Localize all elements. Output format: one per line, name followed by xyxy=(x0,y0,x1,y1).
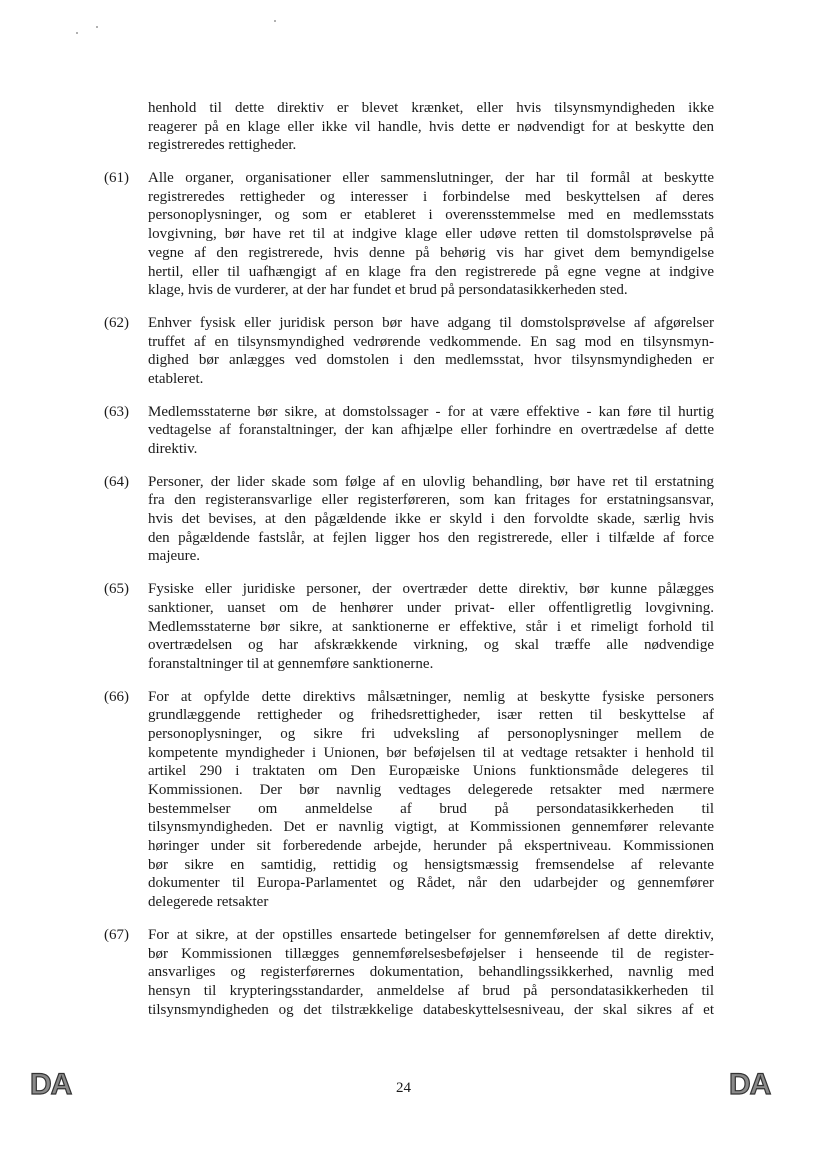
text-line: vegne af den registrerede, hvis denne på behørig vis har givet dem bemyndigelse xyxy=(148,244,714,261)
text-line: tilsynsmyndigheden og det tilstrækkelige databeskyttelsesniveau, der skal sikres af et xyxy=(148,1001,714,1018)
text-line: personoplysninger, og som er etableret i overensstemmelse med en medlemsstats xyxy=(148,207,714,224)
scan-speck xyxy=(274,20,276,22)
text-line: fra den registeransvarlige eller registerføreren, som kan fritages for erstatningsansvar, xyxy=(148,492,714,509)
document-body xyxy=(100,99,716,1033)
text-line: dokumenter til Europa-Parlamentet og Rådet, når den udarbejder og gennemfører xyxy=(148,875,714,892)
recital-number: (62) xyxy=(104,314,129,331)
text-line: henhold til dette direktiv er blevet krænket, eller hvis tilsynsmyndigheden ikke xyxy=(148,100,714,116)
text-line: Fysiske eller juridiske personer, der overtræder dette direktiv, bør kunne pålægges xyxy=(148,581,714,598)
recital-number: (64) xyxy=(104,473,129,490)
text-line: tilsynsmyndigheden. Det er navnlig vigtigt, at Kommissionen gennemfører relevante xyxy=(148,819,714,836)
scan-speck xyxy=(96,26,98,28)
text-line: hvis det bevises, at den pågældende ikke er skyld i den forvoldte skade, særlig hvis xyxy=(148,511,714,528)
text-line: delegerede retsakter xyxy=(148,894,269,911)
text-line: hertil, eller til uafhængigt af en klage fra den registrerede på egne vegne at indgive xyxy=(148,263,714,280)
text-line: Alle organer, organisationer eller sammenslutninger, der har til formål at beskytte xyxy=(148,170,714,187)
recital-number: (65) xyxy=(104,581,129,598)
text-line: Personer, der lider skade som følge af en ulovlig behandling, bør have ret til erstatning xyxy=(148,473,714,490)
text-line: reagerer på en klage eller ikke vil handle, hvis dette er nødvendigt for at beskytte den xyxy=(148,118,714,135)
text-line: Kommissionen. Der bør navnlig vedtages delegerede retsakter med nærmere xyxy=(148,782,714,798)
recital-number: (66) xyxy=(104,688,129,705)
page-number: 24 xyxy=(396,1080,411,1096)
text-line: Medlemsstaterne bør sikre, at domstolssager - for at være effektive - kan føre til hurtig xyxy=(148,403,714,420)
recital-67 xyxy=(100,926,716,1019)
text-line: overtrædelsen og har afskrækkende virkning, og skal træffe alle nødvendige xyxy=(148,637,714,654)
text-line: hensyn til krypteringsstandarder, anmeldelse af brud på persondatasikkerheden til xyxy=(148,982,714,999)
text-line: bør Kommissionen tillægges gennemførelsesbeføjelser i henseende til de register- xyxy=(148,945,714,962)
recital-number: (67) xyxy=(104,926,129,943)
text-line: bestemmelser om anmeldelse af brud på persondatasikkerheden til xyxy=(148,800,714,817)
text-line: artikel 290 i traktaten om Den Europæiske Unions funktionsmåde delegeres til xyxy=(148,763,714,780)
text-line: registreredes rettigheder og interesser i forbindelse med beskyttelsen af deres xyxy=(148,188,714,205)
scan-speck xyxy=(76,32,78,34)
text-line: lovgivning, bør have ret til at indgive klage eller udøve retten til domstolsprøvelse på xyxy=(148,226,714,243)
text-line: foranstaltninger til at gennemføre sanktionerne. xyxy=(148,655,434,672)
language-code-logo-right: DA xyxy=(729,1068,771,1101)
text-line: sanktioner, uanset om de henhører under privat- eller offentligretlig lovgivning. xyxy=(148,599,714,616)
text-line: etableret. xyxy=(148,370,204,387)
text-line: majeure. xyxy=(148,548,201,565)
text-line: den pågældende fastslår, at fejlen ligger hos den registrerede, eller i tilfælde af force xyxy=(148,529,714,546)
text-line: direktiv. xyxy=(148,441,198,457)
text-line: truffet af en tilsynsmyndighed vedrørende vedkommende. En sag mod en tilsynsmyn- xyxy=(148,333,714,350)
recital-66 xyxy=(100,688,716,912)
recital-63 xyxy=(100,403,716,459)
text-line: Medlemsstaterne bør sikre, at sanktionerne er effektive, står i et rimeligt forhold til xyxy=(148,618,714,635)
recital-number: (63) xyxy=(104,403,129,420)
recital-64 xyxy=(100,473,716,566)
text-line: ansvarliges og registerførernes dokumentation, behandlingssikkerhed, navnlig med xyxy=(148,964,714,981)
text-line: klage, hvis de vurderer, at der har fundet et brud på persondatasikkerheden sted. xyxy=(148,282,628,299)
recital-continuation xyxy=(100,99,716,155)
language-code-logo-left: DA xyxy=(30,1068,72,1101)
text-line: Enhver fysisk eller juridisk person bør have adgang til domstolsprøvelse af afgørelser xyxy=(148,314,714,331)
recital-62 xyxy=(100,314,716,389)
text-line: kompetente myndigheder i Unionen, bør beføjelsen til at vedtage retsakter i henhold til xyxy=(148,744,714,761)
recital-number: (61) xyxy=(104,170,129,187)
text-line: vedtagelse af foranstaltninger, der kan afhjælpe eller forhindre en overtrædelse af dette xyxy=(148,422,714,439)
text-line: For at sikre, at der opstilles ensartede betingelser for gennemførelsen af dette direktiv, xyxy=(148,926,714,943)
text-line: dighed bør anlægges ved domstolen i den medlemsstat, hvor tilsynsmyndigheden er xyxy=(148,352,714,369)
text-line: personoplysninger, og sikre fri udveksling af personoplysninger mellem de xyxy=(148,725,714,742)
text-line: grundlæggende rettigheder og frihedsrettigheder, især retten til beskyttelse af xyxy=(148,707,714,724)
text-line: For at opfylde dette direktivs målsætninger, nemlig at beskytte fysiske personers xyxy=(148,688,714,705)
recital-65 xyxy=(100,580,716,673)
text-line: bør sikre en samtidig, rettidig og hensigtsmæssig fremsendelse af relevante xyxy=(148,856,714,873)
text-line: høringer under sit forberedende arbejde, herunder på ekspertniveau. Kommissionen xyxy=(148,838,714,855)
recital-61 xyxy=(100,169,716,300)
text-line: registreredes rettigheder. xyxy=(148,137,297,154)
